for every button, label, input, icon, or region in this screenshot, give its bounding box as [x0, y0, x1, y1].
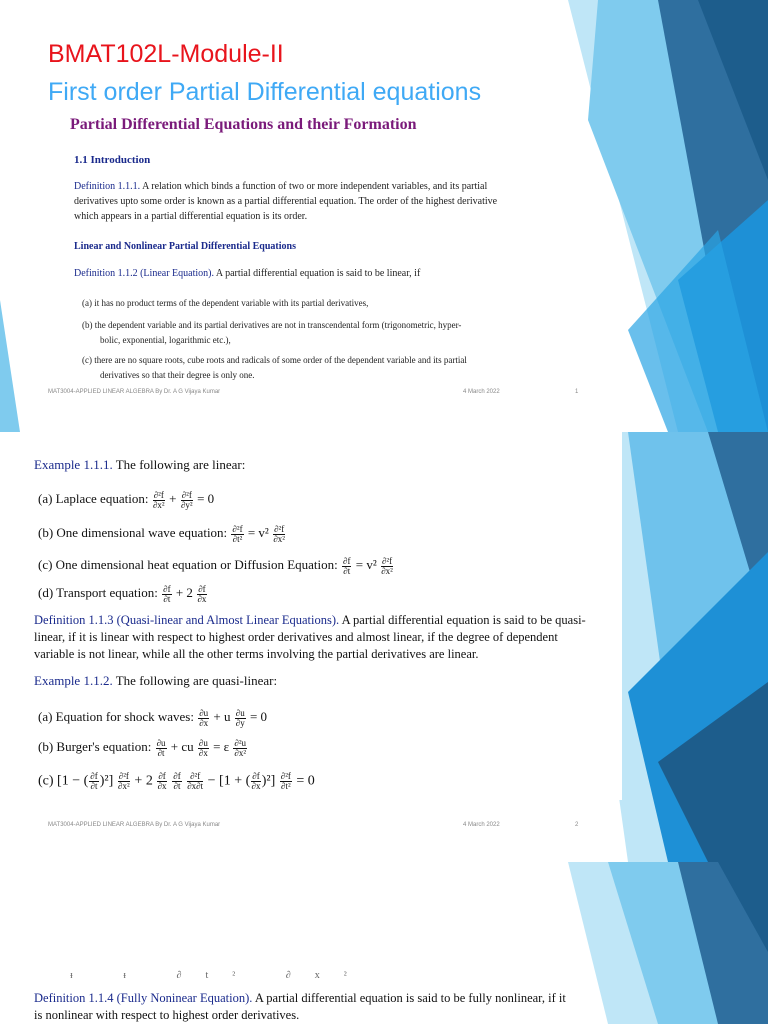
definition-1-1-3: Definition 1.1.3 (Quasi-linear and Almost Linear Equations). A partial differential equation is said to be quasi- linear, if it is linear with respect to highest order derivatives and almost linear, if the degree of dependent variable is not linear, while all the other terms involving the partial derivatives are linear. [34, 613, 586, 661]
footer-course: MAT3004-APPLIED LINEAR ALGEBRA By Dr. A G Vijaya Kumar [48, 822, 221, 828]
footer-date: 4 March 2022 [463, 822, 500, 828]
wave-equation: (b) One dimensional wave equation: $\frac{\text{∂²f}}{\text{∂t²}}$ = v² $\frac{\text{∂²f}}{\text{∂x²}}$ [38, 523, 285, 544]
slide-2 [0, 432, 768, 862]
definition-1-1-4: Definition 1.1.4 (Fully Noninear Equation). A partial differential equation is said to be fully nonlinear, if it is nonlinear with respect to highest order derivatives. [34, 991, 566, 1022]
decorative-facets [568, 0, 768, 432]
document-heading: Partial Differential Equations and their Formation [70, 116, 417, 133]
example-1-1-1: Example 1.1.1. The following are linear: [34, 457, 246, 472]
condition-a: (a) it has no product terms of the dependent variable with its partial derivatives, [82, 298, 369, 308]
example-1-1-2: Example 1.1.2. The following are quasi-linear: [34, 673, 278, 688]
slide-1 [0, 0, 768, 432]
quasi-linear-example-c: (c) [1 − ( $\frac{\partial f}{\partial t}$ )²] $\frac{\text{∂²f}}{\text{∂x²}}$ + 2 $\frac{\partial f}{\partial x}$ $\frac{\partial f}{\partial t}$ $\frac{\text{∂²f}}{\partial x\partial t}$ − [1 + ( $\frac{\partial f}{\partial x}$ )²] $\frac{\text{∂²f}}{\text{∂t²}}$ = 0 [38, 771, 315, 791]
shock-wave-equation: (a) Equation for shock waves: $\frac{\partial u}{\partial x}$ + u $\frac{\partial u}{\partial y}$ = 0 [38, 707, 268, 728]
footer-page-number: 2 [575, 822, 579, 828]
heat-equation: (c) One dimensional heat equation or Diffusion Equation: $\frac{\partial f}{\partial t}$ = v² $\frac{\text{∂²f}}{\text{∂x²}}$ [38, 555, 393, 576]
definition-1-1-2: Definition 1.1.2 (Linear Equation). A partial differential equation is said to be linear, if [74, 268, 421, 279]
module-title: BMAT102L-Module-II [48, 40, 284, 68]
cropped-equation-fragment: ᵻ ᵻ ∂t² ∂x² [70, 970, 371, 981]
footer-page-number: 1 [575, 389, 579, 395]
transport-equation: (d) Transport equation: $\frac{\partial f}{\partial t}$ + 2 $\frac{\partial f}{\partial x}$ [38, 583, 207, 604]
laplace-equation: (a) Laplace equation: $\frac{\text{∂²f}}{\text{∂x²}}$ + $\frac{\text{∂²f}}{\text{∂y²}}$ = 0 [38, 489, 215, 510]
condition-b: (b) the dependent variable and its partial derivatives are not in transcendental form (trigonometric, hyper- bolic, exponential, logarithmic etc.), [82, 320, 462, 345]
slide-3 [0, 862, 768, 1024]
condition-c: (c) there are no square roots, cube roots and radicals of some order of the dependent variable and its partial derivatives so that their degree is only one. [82, 355, 467, 380]
left-facet [0, 300, 40, 432]
footer-date: 4 March 2022 [463, 389, 500, 395]
footer-course: MAT3004-APPLIED LINEAR ALGEBRA By Dr. A G Vijaya Kumar [48, 389, 221, 395]
burgers-equation: (b) Burger's equation: $\frac{\partial u}{\partial t}$ + cu $\frac{\partial u}{\partial x}$ = ε $\frac{\text{∂²u}}{\text{∂x²}}$ [38, 737, 247, 758]
definition-1-1-1: Definition 1.1.1. A relation which binds a function of two or more independent variables, and its partial derivatives upto some order is known as a partial differential equation. The order of the highest derivative which appears in a partial differential equation is its order. [74, 181, 498, 222]
section-linear-nonlinear: Linear and Nonlinear Partial Differential Equations [74, 241, 296, 252]
module-subtitle: First order Partial Differential equations [48, 78, 482, 106]
section-introduction: 1.1 Introduction [74, 154, 151, 166]
